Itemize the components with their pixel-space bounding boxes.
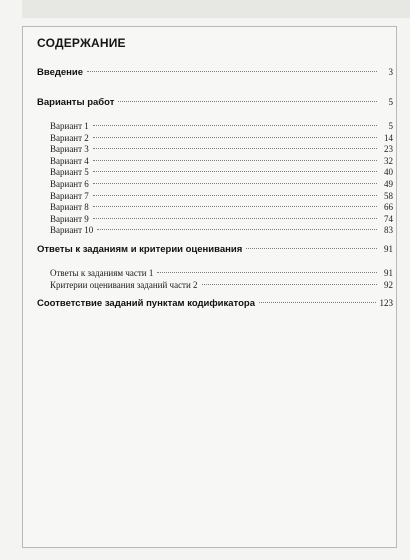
dot-leader <box>202 284 377 285</box>
dot-leader <box>93 171 377 172</box>
toc-item-variant-4[interactable] <box>37 156 393 168</box>
toc-item-label: Вариант 2 <box>50 132 89 143</box>
toc-page-number: 3 <box>388 67 393 77</box>
toc-item-variant-1[interactable] <box>37 121 393 133</box>
toc-item-label: Вариант 5 <box>50 167 89 178</box>
toc-item-variant-7[interactable] <box>37 191 393 203</box>
toc-item-variant-6[interactable] <box>37 179 393 191</box>
toc-page-number: 40 <box>384 167 393 178</box>
toc-item-label: Вариант 4 <box>50 155 89 166</box>
toc-item-label: Вариант 9 <box>50 213 89 224</box>
dot-leader <box>87 71 377 72</box>
toc-item-variant-3[interactable] <box>37 144 393 156</box>
toc-page-number: 91 <box>384 243 393 254</box>
bleed-through-strip <box>22 0 410 18</box>
toc-item-label: Вариант 6 <box>50 178 89 189</box>
toc-page-number: 32 <box>384 155 393 166</box>
toc-section-introduction[interactable] <box>37 66 393 79</box>
toc-page-number: 5 <box>388 121 393 131</box>
toc-item-answers-part-1[interactable] <box>37 268 393 280</box>
toc-item-label: Вариант 7 <box>50 190 89 201</box>
toc-section-answers[interactable] <box>37 243 393 256</box>
toc-section-variants[interactable] <box>37 96 393 109</box>
toc-page-number: 92 <box>384 279 393 290</box>
toc-item-variant-9[interactable] <box>37 214 393 226</box>
toc-item-label: Вариант 10 <box>50 225 94 236</box>
toc-item-variant-8[interactable] <box>37 202 393 214</box>
dot-leader <box>93 218 377 219</box>
dot-leader <box>93 125 377 126</box>
dot-leader <box>157 272 377 273</box>
toc-page-number: 14 <box>384 132 393 143</box>
toc-page-number: 83 <box>384 225 393 236</box>
dot-leader <box>93 195 377 196</box>
spacer <box>37 256 393 268</box>
toc-page-number: 5 <box>388 97 393 107</box>
toc-page-number: 66 <box>384 202 393 213</box>
toc-section-label: Варианты работ <box>37 97 115 108</box>
toc-page-number: 74 <box>384 213 393 224</box>
toc-section-label: Введение <box>37 67 84 78</box>
spacer <box>37 109 393 121</box>
dot-leader <box>259 302 376 303</box>
dot-leader <box>97 229 377 230</box>
toc-item-criteria-part-2[interactable] <box>37 280 393 292</box>
dot-leader <box>246 248 377 249</box>
toc-section-label: Ответы к заданиям и критерии оценивания <box>37 243 243 255</box>
toc-item-label: Критерии оценивания заданий части 2 <box>50 279 198 290</box>
toc-item-variant-10[interactable] <box>37 225 393 237</box>
dot-leader <box>118 101 377 102</box>
dot-leader <box>93 148 377 149</box>
toc-page-number: 123 <box>379 298 393 309</box>
dot-leader <box>93 160 377 161</box>
table-of-contents <box>37 66 393 310</box>
spacer <box>37 79 393 96</box>
dot-leader <box>93 137 377 138</box>
toc-item-label: Вариант 3 <box>50 144 89 155</box>
toc-item-variant-5[interactable] <box>37 167 393 179</box>
toc-page-number: 23 <box>384 144 393 155</box>
toc-section-codifier[interactable] <box>37 297 393 310</box>
toc-item-variant-2[interactable] <box>37 133 393 145</box>
page-title: СОДЕРЖАНИЕ <box>37 36 126 50</box>
dot-leader <box>93 183 377 184</box>
toc-item-label: Вариант 8 <box>50 202 89 213</box>
toc-section-label: Соответствие заданий пунктам кодификатора <box>37 298 255 310</box>
dot-leader <box>93 206 377 207</box>
toc-page-number: 58 <box>384 190 393 201</box>
toc-page-number: 91 <box>384 267 393 278</box>
toc-item-label: Вариант 1 <box>50 121 89 131</box>
toc-item-label: Ответы к заданиям части 1 <box>50 267 154 278</box>
toc-page-number: 49 <box>384 178 393 189</box>
